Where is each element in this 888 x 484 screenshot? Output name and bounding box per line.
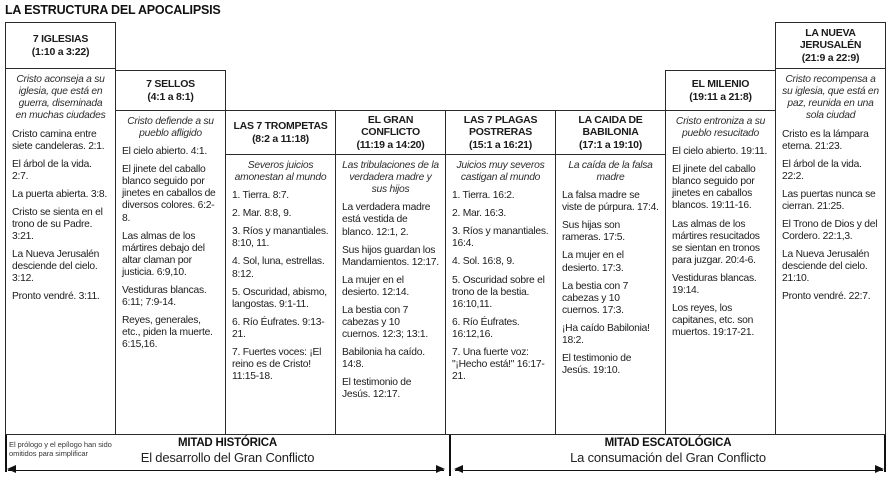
column-body: [776, 69, 885, 311]
scripture-entry: 7. Una fuerte voz: "¡Hecho está!" 16:17-21.: [452, 346, 545, 382]
scripture-entry: El jinete del caballo blanco seguido por jinetes en caballos de diversos colores. 6:2-8.: [122, 164, 216, 224]
footer-band: [5, 435, 886, 484]
column-summary: Cristo recompensa a su iglesia, que está en paz, reunida en una sola ciudad: [782, 74, 879, 122]
scripture-entry: La bestia con 7 cabezas y 10 cuernos. 17:3.: [562, 280, 629, 316]
column-range: (8:2 a 11:18): [252, 132, 309, 145]
scripture-entry: 4. Sol, luna, estrellas. 8:12.: [232, 256, 325, 280]
column-body: [336, 155, 445, 409]
scripture-entry: La Nueva Jerusalén desciende del cielo. 3:12.: [12, 248, 100, 285]
column-range: (11:19 a 14:20): [356, 138, 425, 151]
scripture-entry: 6. Río Éufrates. 9:13-21.: [232, 316, 325, 340]
scripture-entry: El testimonio de Jesús. 19:10.: [562, 352, 632, 376]
scripture-entry: El árbol de la vida. 22:2.: [782, 158, 862, 182]
scripture-entry: 4. Sol. 16:8, 9.: [452, 256, 515, 268]
scripture-entry: El Trono de Dios y del Cordero. 22:1,3.: [782, 218, 878, 242]
eschatologic-title: MITAD ESCATOLÓGICA: [604, 437, 732, 449]
scripture-entry: Las almas de los mártires debajo del altar claman por justicia. 6:9,10.: [122, 230, 205, 278]
column-range: (4:1 a 8:1): [147, 90, 194, 103]
column-summary: Cristo entroniza a su pueblo resucitado: [675, 116, 766, 140]
column-entries: [782, 129, 879, 304]
column-header: [666, 71, 775, 111]
column-body: [6, 69, 115, 311]
column-header: [6, 23, 115, 69]
column-las-7-plagas-postreras: [445, 110, 556, 435]
column-title: LAS 7 PLAGAS POSTRERAS: [463, 113, 538, 139]
scripture-entry: La verdadera madre está vestida de blanco. 12:1, 2.: [342, 202, 431, 238]
column-body: [226, 155, 335, 391]
scripture-entry: 3. Ríos y manantiales. 8:10, 11.: [232, 226, 329, 250]
column-range: (15:1 a 16:21): [468, 138, 533, 151]
column-range: (21:9 a 22:9): [801, 51, 860, 64]
column-summary: Severos juicios amonestan al mundo: [234, 160, 327, 184]
eschatologic-subtitle: La consumación del Gran Conflicto: [570, 450, 766, 465]
column-entries: [672, 146, 769, 339]
column-title: 7 IGLESIAS: [32, 33, 89, 46]
eschatologic-half-label: [450, 437, 886, 465]
scripture-entry: El jinete del caballo blanco seguido por jinetes en caballos blancos. 19:11-16.: [672, 164, 756, 212]
column-body: [556, 155, 665, 385]
scripture-entry: La falsa madre se viste de púrpura. 17:4.: [562, 190, 659, 214]
scripture-entry: Reyes, generales, etc., piden la muerte. 6:15,16.: [122, 314, 213, 350]
column-summary: Las tribulaciones de la verdadera madre y sus hijos: [342, 160, 439, 196]
scripture-entry: La puerta abierta. 3:8.: [12, 188, 108, 200]
column-summary: Cristo defiende a su pueblo afligido: [127, 116, 214, 140]
column-title: EL MILENIO: [691, 78, 750, 91]
scripture-entry: Las puertas nunca se cierran. 21:25.: [782, 188, 876, 212]
column-entries: [452, 190, 549, 383]
column-summary: Juicios muy severos castigan al mundo: [456, 160, 545, 184]
scripture-entry: El testimonio de Jesús. 12:17.: [342, 376, 412, 401]
column-header: [446, 111, 555, 155]
column-header: [226, 111, 335, 155]
column-summary: La caída de la falsa madre: [568, 160, 653, 184]
column-entries: [232, 190, 329, 383]
scripture-entry: 2. Mar. 8:8, 9.: [232, 208, 292, 220]
scripture-entry: 1. Tierra. 8:7.: [232, 190, 289, 202]
scripture-entry: La bestia con 7 cabezas y 10 cuernos. 12:3; 13:1.: [342, 304, 429, 340]
column-title: LAS 7 TROMPETAS: [233, 120, 328, 133]
halves-divider-line: [449, 435, 451, 476]
scripture-entry: Babilonia ha caído. 14:8.: [342, 346, 425, 370]
column-entries: [562, 190, 659, 377]
eschatologic-span-arrow: [455, 470, 883, 471]
column-title: LA NUEVA JERUSALÉN: [799, 26, 862, 52]
scripture-entry: Sus hijas son rameras. 17:5.: [562, 220, 625, 244]
scripture-entry: 5. Oscuridad sobre el trono de la bestia. 16:10,11.: [452, 274, 545, 310]
column-body: [666, 111, 775, 347]
column-body: [446, 155, 555, 391]
scripture-entry: Vestiduras blancas. 19:14.: [672, 272, 757, 296]
columns-grid: [5, 22, 886, 435]
column-title: LA CAIDA DE BABILONIA: [578, 113, 643, 139]
scripture-entry: Cristo camina entre siete candeleras. 2:1.: [12, 128, 105, 152]
column-la-caida-de-babilonia: [555, 110, 666, 435]
column-header: [556, 111, 665, 155]
column-summary: Cristo aconseja a su iglesia, que está en guerra, diseminada en muchas ciudades: [15, 74, 106, 122]
scripture-entry: El cielo abierto. 19:11.: [672, 146, 768, 158]
column-header: [776, 23, 885, 69]
scripture-entry: ¡Ha caído Babilonia! 18:2.: [562, 322, 650, 346]
right-edge-tick: [884, 435, 886, 472]
scripture-entry: Cristo es la lámpara eterna. 21:23.: [782, 128, 869, 152]
column-7-sellos: [115, 70, 226, 435]
scripture-entry: 2. Mar. 16:3.: [452, 208, 506, 220]
column-body: [116, 111, 225, 359]
historic-half-label: [5, 437, 450, 465]
column-la-nueva-jerusalen: [775, 22, 886, 435]
column-entries: [12, 129, 109, 304]
scripture-entry: Las almas de los mártires resucitados se sientan en tronos para juzgar. 20:4-6.: [672, 218, 760, 266]
column-range: (19:11 a 21:8): [689, 90, 752, 103]
scripture-entry: Cristo se sienta en el trono de su Padre. 3:21.: [12, 206, 103, 242]
column-las-7-trompetas: [225, 110, 336, 435]
scripture-entry: El cielo abierto. 4:1.: [122, 146, 207, 158]
scripture-entry: 3. Ríos y manantiales. 16:4.: [452, 226, 549, 250]
column-title: EL GRAN CONFLICTO: [361, 113, 420, 139]
historic-span-arrow: [8, 470, 444, 471]
column-range: (17:1 a 19:10): [578, 138, 643, 151]
scripture-entry: La mujer en el desierto. 12:14.: [342, 274, 409, 298]
scripture-entry: Los reyes, los capitanes, etc. son muertos. 19:17-21.: [672, 302, 754, 338]
scripture-entry: La mujer en el desierto. 17:3.: [562, 250, 624, 274]
column-7-iglesias: [5, 22, 116, 435]
scripture-entry: Sus hijos guardan los Mandamientos. 12:17.: [342, 244, 439, 268]
scripture-entry: La Nueva Jerusalén desciende del cielo. 21:10.: [782, 248, 870, 285]
column-header: [116, 71, 225, 111]
column-range: (1:10 a 3:22): [31, 45, 90, 58]
scripture-entry: Pronto vendré. 3:11.: [12, 291, 100, 303]
column-header: [336, 111, 445, 155]
page-title: LA ESTRUCTURA DEL APOCALIPSIS: [5, 3, 221, 17]
footnote: El prólogo y el epílogo han sido omitidos para simplificar: [9, 440, 112, 459]
scripture-entry: 7. Fuertes voces: ¡El reino es de Cristo! 11:15-18.: [232, 346, 322, 382]
scripture-entry: Vestiduras blancas. 6:11; 7:9-14.: [122, 284, 207, 308]
column-title: 7 SELLOS: [146, 78, 195, 91]
scripture-entry: 1. Tierra. 16:2.: [452, 190, 515, 202]
historic-title: MITAD HISTÓRICA: [177, 437, 277, 449]
scripture-entry: Pronto vendré. 22:7.: [782, 291, 871, 303]
column-entries: [122, 146, 219, 351]
scripture-entry: El árbol de la vida. 2:7.: [12, 158, 92, 182]
historic-subtitle: El desarrollo del Gran Conflicto: [140, 450, 315, 465]
column-entries: [342, 202, 439, 401]
column-el-gran-conflicto: [335, 110, 446, 435]
scripture-entry: 6. Río Éufrates. 16:12,16.: [452, 316, 520, 340]
column-el-milenio: [665, 70, 776, 435]
scripture-entry: 5. Oscuridad, abismo, langostas. 9:1-11.: [232, 286, 327, 310]
